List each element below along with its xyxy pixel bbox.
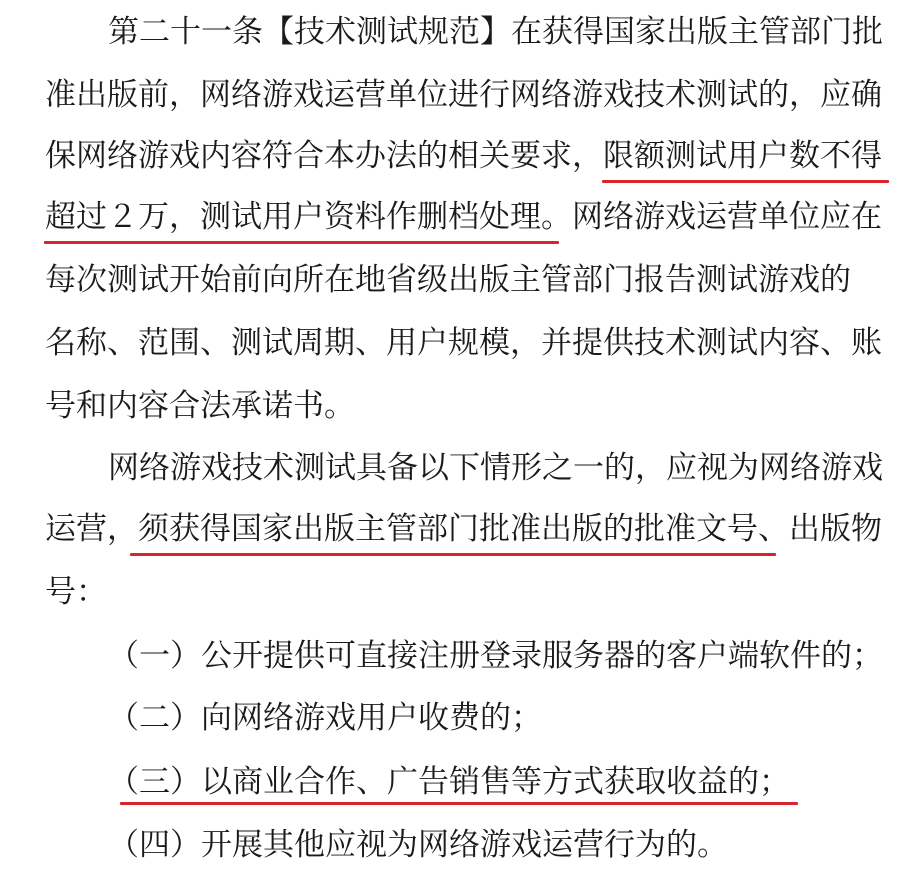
paragraph-1-line-2-text: 准出版前，网络游戏运营单位进行网络游戏技术测试的，应确 bbox=[45, 77, 882, 113]
list-marker: （三） bbox=[108, 764, 201, 800]
paragraph-1-line-3 bbox=[45, 126, 922, 186]
paragraph-1-line-5 bbox=[45, 250, 922, 310]
paragraph-2-line-2-rest: 、出版物 bbox=[758, 511, 882, 547]
underline-approval bbox=[130, 553, 776, 556]
list-marker: （二） bbox=[108, 700, 201, 736]
highlight-quota-1: 限额测试用户数不得 bbox=[603, 138, 882, 174]
list-marker: （一） bbox=[108, 638, 201, 674]
list-marker: （四） bbox=[108, 827, 201, 863]
paragraph-1-line-7 bbox=[45, 376, 922, 436]
paragraph-2-line-2 bbox=[45, 499, 922, 559]
paragraph-2-line-2-text: 运营， bbox=[45, 511, 138, 547]
paragraph-1-line-1 bbox=[108, 2, 922, 62]
paragraph-2-line-3 bbox=[45, 562, 922, 622]
list-item bbox=[108, 626, 922, 686]
list-text: 公开提供可直接注册登录服务器的客户端软件的； bbox=[201, 638, 883, 674]
list-text: 以商业合作、广告销售等方式获取收益的； bbox=[201, 764, 790, 800]
paragraph-2-line-1-text: 网络游戏技术测试具备以下情形之一的，应视为网络游戏 bbox=[108, 450, 883, 486]
paragraph-1-line-3-text: 保网络游戏内容符合本办法的相关要求， bbox=[45, 138, 603, 174]
underline-commercial bbox=[120, 802, 798, 805]
paragraph-1-line-7-text: 号和内容合法承诺书。 bbox=[45, 388, 355, 424]
highlight-quota-2: 超过２万，测试用户资料作删档处理。 bbox=[45, 199, 572, 235]
list-item bbox=[108, 688, 922, 748]
paragraph-1-line-4 bbox=[45, 187, 922, 247]
paragraph-1-line-5-text: 每次测试开始前向所在地省级出版主管部门报告测试游戏的 bbox=[45, 262, 851, 298]
paragraph-2-line-3-text: 号： bbox=[45, 574, 107, 610]
paragraph-1-line-6 bbox=[45, 313, 922, 373]
paragraph-1-line-4-text: 网络游戏运营单位应在 bbox=[572, 199, 882, 235]
underline-quota-1 bbox=[602, 180, 889, 183]
paragraph-1-line-6-text: 名称、范围、测试周期、用户规模，并提供技术测试内容、账 bbox=[45, 325, 882, 361]
paragraph-1-line-2 bbox=[45, 65, 922, 125]
paragraph-2-line-1 bbox=[108, 438, 922, 498]
underline-quota-2 bbox=[44, 241, 559, 244]
list-text: 开展其他应视为网络游戏运营行为的。 bbox=[201, 827, 728, 863]
paragraph-1-line-1-text: 在获得国家出版主管部门批 bbox=[511, 14, 883, 50]
list-item bbox=[108, 815, 922, 875]
list-text: 向网络游戏用户收费的； bbox=[201, 700, 542, 736]
article-number: 第二十一条 bbox=[108, 14, 263, 50]
highlight-approval: 须获得国家出版主管部门批准出版的批准文号 bbox=[138, 511, 758, 547]
article-title: 【技术测试规范】 bbox=[263, 14, 511, 50]
